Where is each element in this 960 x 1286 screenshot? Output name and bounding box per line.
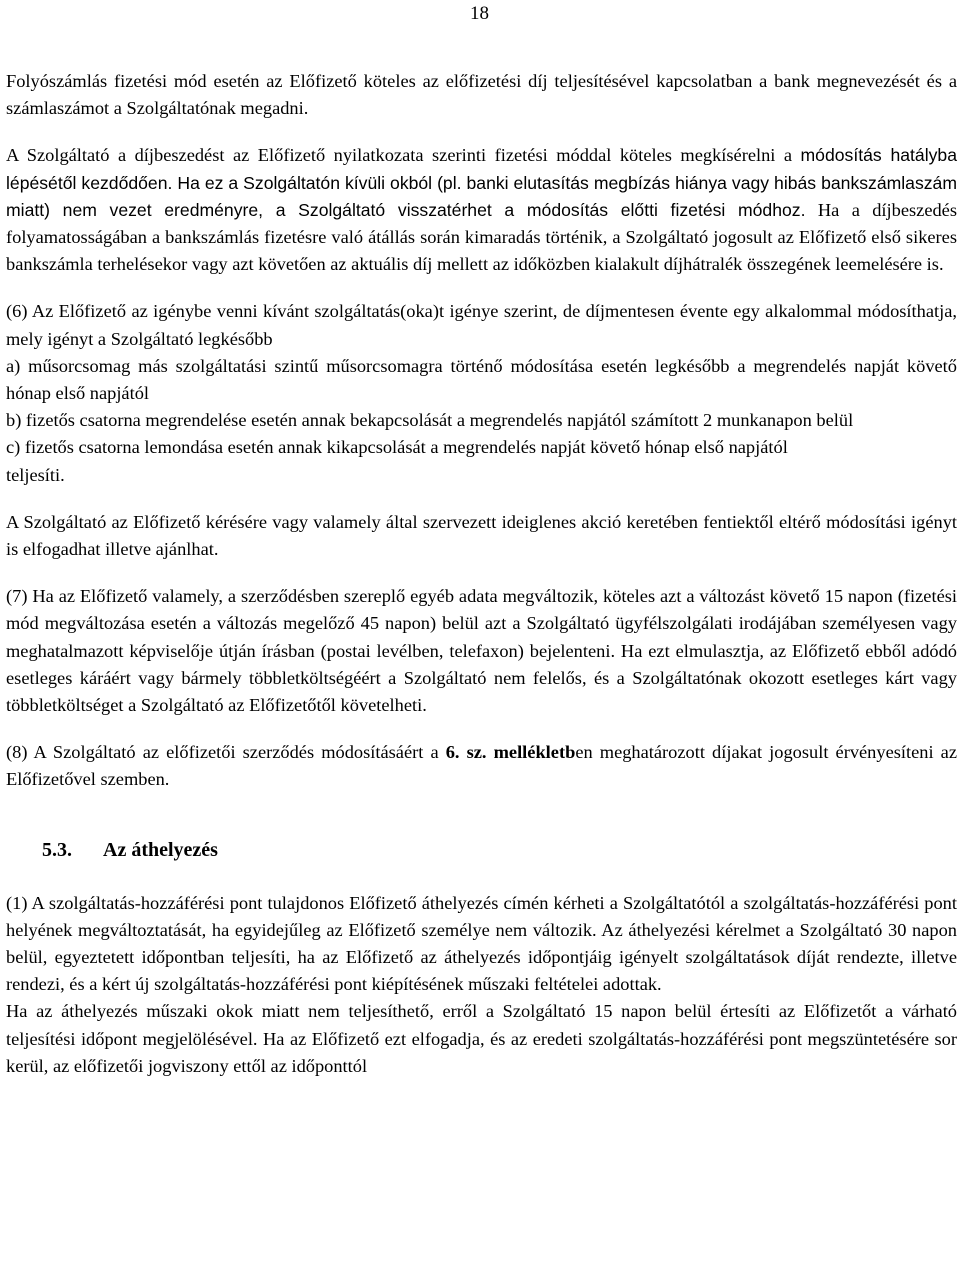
paragraph-billing-method [6, 142, 957, 278]
billing-text-serif-a: A Szolgáltató a díjbeszedést az Előfizető nyilatkozata szerinti fizetési móddal köteles megkísérelni a [6, 145, 801, 166]
section-title: Az áthelyezés [103, 838, 218, 861]
appendix-reference: 6. sz. mellékletb [445, 742, 576, 763]
document-body [6, 68, 957, 1080]
paragraph-8 [6, 739, 957, 793]
paragraph-6-item-b: b) fizetős csatorna megrendelése esetén annak bekapcsolását a megrendelés napjától számított 2 munkanapon belül [6, 410, 854, 431]
paragraph-6-intro: (6) Az Előfizető az igénybe venni kívánt szolgáltatás(oka)t igénye szerint, de díjmentesen évente egy alkalommal módosíthatja, mely igényt a Szolgáltató legkésőbb [6, 301, 957, 349]
billing-text-sans: módosítás hatályba lépésétől kezdődően. Ha ez a Szolgáltatón kívüli okból (pl. banki elutasítás megbízás hiánya vagy hibás bankszámlaszám miatt) nem vezet eredményre, a Szolgáltató visszatérhet a módosítás előtti fizetési módhoz. [6, 145, 957, 220]
paragraph-6-item-a: a) műsorcsomag más szolgáltatási szintű műsorcsomagra történő módosítása esetén legkésőbb a megrendelés napját követő hónap első napjától [6, 355, 957, 404]
paragraph-8-text-end: en meghatározott díjakat jogosult érvényesíteni az Előfizetővel szemben. [6, 742, 957, 790]
paragraph-6-item-c: c) fizetős csatorna lemondása esetén annak kikapcsolását a megrendelés napját követő hónap első napjától [6, 437, 788, 458]
billing-text-serif-b: Ha a díjbeszedés folyamatosságában a bankszámlás fizetésre való átállás során kimaradás történik, a Szolgáltató jogosult az Előfizető első sikeres bankszámla terhelésekor vagy azt követően az aktuális díj mellett az időközben kialakult díjhátralék összegének leemelésére is. [6, 199, 958, 275]
paragraph-8-text-start: (8) A Szolgáltató az előfizetői szerződés módosításáért a [6, 742, 446, 763]
section-number: 5.3. [42, 838, 72, 861]
paragraph-6-closing: teljesíti. [6, 464, 65, 485]
section-heading [42, 836, 957, 864]
section-paragraph-1: (1) A szolgáltatás-hozzáférési pont tulajdonos Előfizető áthelyezés címén kérheti a Szolgáltatótól a szolgáltatás-hozzáférési pont helyének megváltoztatását, ha egyidejűleg az Előfizető személye nem változik. Az áthelyezési kérelmet a Szolgáltató 30 napon belül, egyeztetett időpontban teljesíti, ha az Előfizető az áthelyezés időpontjáig igényelt szolgáltatások díját rendezte, illetve rendezi, és a kért új szolgáltatás-hozzáférési pont kiépítésének műszaki feltételei adottak. [6, 892, 957, 995]
paragraph-bank-details: Folyószámlás fizetési mód esetén az Előfizető köteles az előfizetési díj teljesítésével kapcsolatban a bank megnevezését és a számlaszámot a Szolgáltatónak megadni. [6, 71, 957, 119]
section-paragraph-2: Ha az áthelyezés műszaki okok miatt nem teljesíthető, erről a Szolgáltató 15 napon belül értesíti az Előfizetőt a várható teljesítési időpont megjelölésével. Ha az Előfizető ezt elfogadja, és az eredeti szolgáltatás-hozzáférési pont megszüntetésére sor kerül, az előfizetői jogviszony ettől az időponttól [6, 1001, 957, 1076]
page-number: 18 [470, 3, 489, 24]
paragraph-6-note: A Szolgáltató az Előfizető kérésére vagy valamely által szervezett ideiglenes akció keretében fentiektől eltérő módosítási igényt is elfogadhat illetve ajánlhat. [6, 511, 957, 560]
paragraph-7: (7) Ha az Előfizető valamely, a szerződésben szereplő egyéb adata megváltozik, köteles azt a változást követő 15 napon (fizetési mód megváltozása esetén a változás megelőző 45 napon) belül azt a Szolgáltató ügyfélszolgálati irodájában személyesen vagy meghatalmazott képviselője útján írásban (postai levélben, telefaxon) bejelenteni. Ha ezt elmulasztja, az Előfizető ebből adódó esetleges káráért vagy bármely többletköltségéért a Szolgáltató nem felelős, és a Szolgáltatónak okozott esetleges kárt vagy többletköltséget a Szolgáltató az Előfizetőtől követelheti. [6, 586, 957, 716]
